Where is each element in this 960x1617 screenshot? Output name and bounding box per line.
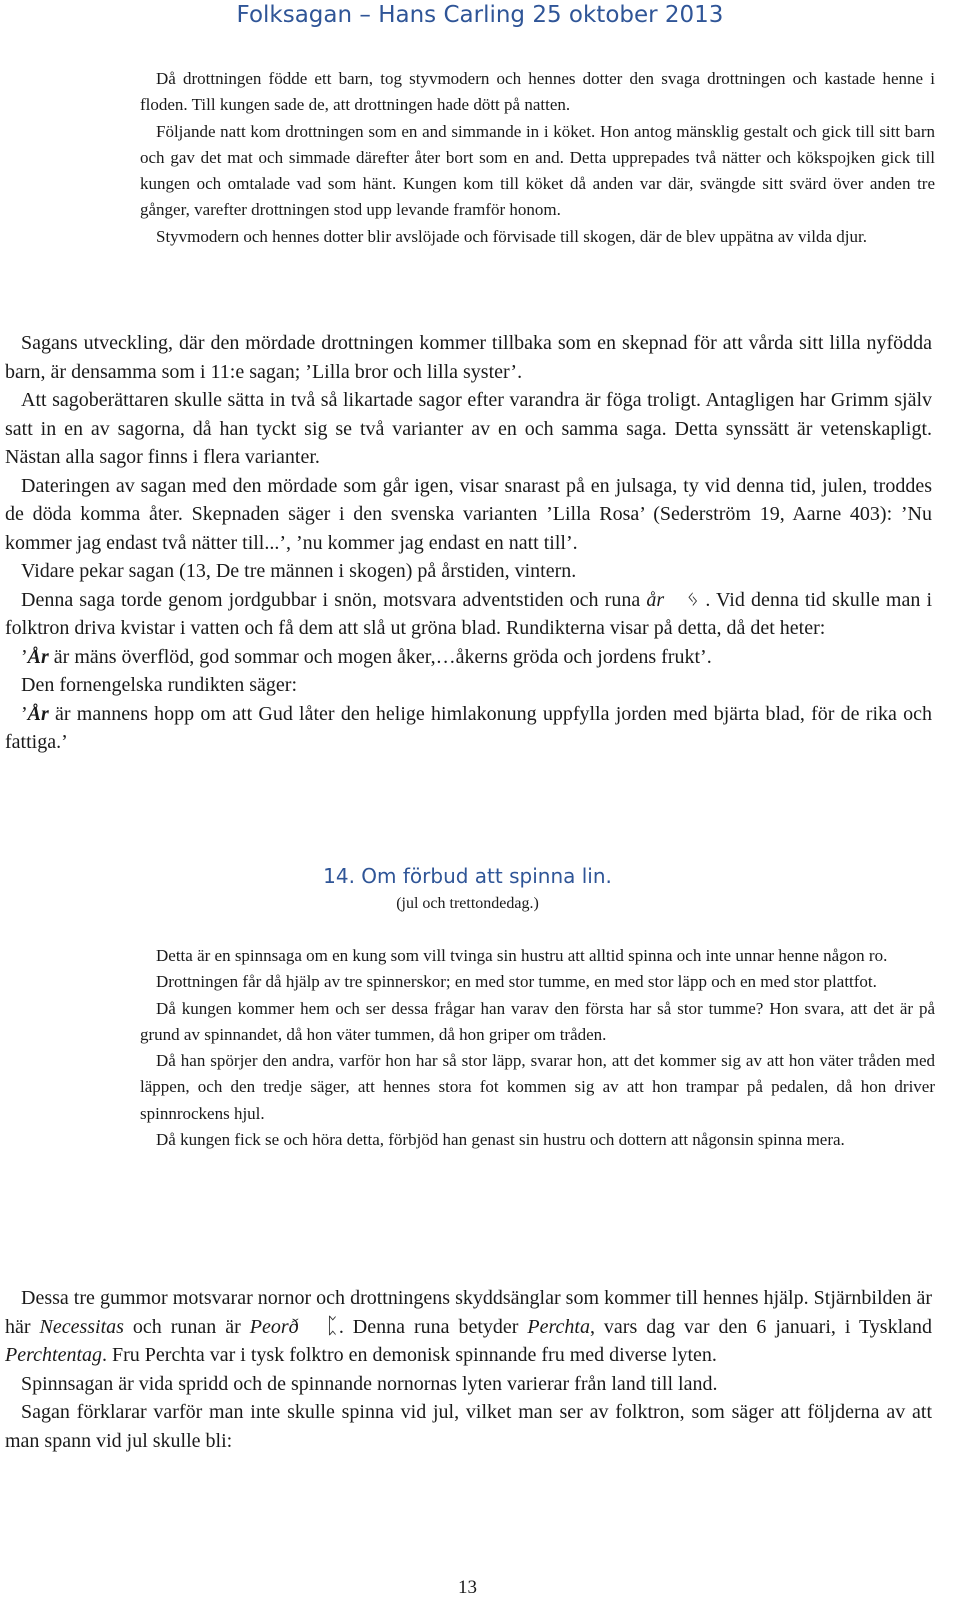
- constellation-name: Necessitas: [39, 1315, 124, 1338]
- commentary-paragraph: Att sagoberättaren skulle sätta in två så likartade sagor efter varandra är föga troligt. Antagligen har Grimm själv satt in en av sagorna, då han tyckt sig se två varianter av en och samma saga. Detta synssätt är vetenskapligt. Nästan alla sagor finns i flera varianter.: [5, 389, 932, 468]
- commentary-text: och runan är: [132, 1315, 241, 1338]
- rune-name: År: [27, 645, 49, 668]
- rune-name: År: [27, 702, 49, 725]
- commentary-block: [5, 329, 932, 757]
- rune-poem-quote: [5, 700, 932, 757]
- figure-name: Perchta: [527, 1315, 590, 1338]
- summary-paragraph: Följande natt kom drottningen som en and simmande in i köket. Hon antog mänsklig gestalt och gick till sitt barn och gav det mat och simmade därefter åter bort som en and. Detta upprepades två nätter och kökspojken gick till kungen och omtalade vad som hänt. Kungen kom till köket då anden var där, svängde sitt svärd över anden tre gånger, varefter drottningen stod upp levande framför honom.: [140, 121, 935, 220]
- commentary-paragraph: Sagan förklarar varför man inte skulle spinna vid jul, vilket man ser av folktron, som säger att följderna av att man spann vid jul skulle bli:: [5, 1401, 932, 1452]
- summary-paragraph: Styvmodern och hennes dotter blir avslöjade och förvisade till skogen, där de blev uppätna av vilda djur.: [156, 226, 867, 246]
- holiday-name: Perchtentag: [5, 1344, 103, 1366]
- commentary-paragraph: Dateringen av sagan med den mördade som går igen, visar snarast på en julsaga, ty vid denna tid, julen, troddes de döda komma åter. Skepnaden säger i den svenska varianten ’Lilla Rosa’ (Sederström 19, Aarne 403): ’Nu kommer jag endast två nätter till...’, ’nu kommer jag endast en natt till’.: [5, 474, 932, 554]
- rune-poem-text: är mäns överflöd, god sommar och mogen åker,…åkerns gröda och jordens frukt’.: [48, 645, 712, 668]
- section-heading: 14. Om förbud att spinna lin.: [323, 864, 612, 888]
- commentary-text: Dessa tre gummor motsvarar nornor och drottningens skyddsänglar som kommer till hennes hjälp. Stjärnbilden är här: [5, 1287, 932, 1338]
- summary-paragraph: Då kungen kommer hem och ser dessa frågar han varav den första har så stor tumme? Hon svara, att det är på grund av spinnandet, då hon väter tummen, då hon griper om tråden.: [140, 998, 935, 1044]
- page-header: Folksagan – Hans Carling 25 oktober 2013: [236, 2, 724, 28]
- rune-poem-quote: [5, 643, 932, 672]
- rune-poem-text: är mannens hopp om att Gud låter den helige himlakonung uppfylla jorden med bjärta blad, för de rika och fattiga.’: [5, 702, 932, 753]
- commentary-paragraph: [5, 586, 932, 643]
- commentary-paragraph: [5, 1284, 932, 1370]
- perthro-rune-icon: ᛈ: [325, 1313, 339, 1339]
- commentary-paragraph: Sagans utveckling, där den mördade drottningen kommer tillbaka som en skepnad för att vårda sitt lilla nyfödda barn, är densamma som i 11:e sagan; ’Lilla bror och lilla syster’.: [5, 332, 932, 383]
- rune-name: år: [646, 588, 665, 611]
- commentary-paragraph: Den fornengelska rundikten säger:: [21, 674, 298, 696]
- commentary-text: Denna saga torde genom jordgubbar i snön, motsvara adventstiden och runa: [21, 588, 641, 611]
- commentary-text: . Denna runa betyder: [338, 1315, 519, 1338]
- quote-mark: ’: [21, 702, 28, 725]
- story-summary-block: [140, 66, 935, 250]
- commentary-text: . Fru Perchta var i tysk folktro en demonisk spinnande fru med diverse lyten.: [102, 1344, 717, 1366]
- summary-paragraph: Då drottningen födde ett barn, tog styvmodern och hennes dotter den svaga drottningen och kastade henne i floden. Till kungen sade de, att drottningen hade dött på natten.: [140, 69, 935, 115]
- summary-paragraph: Då kungen fick se och höra detta, förbjöd han genast sin hustru och dottern att någonsin spinna mera.: [156, 1130, 845, 1150]
- story-summary-block: [140, 943, 935, 1153]
- rune-name: Peorð: [249, 1315, 299, 1338]
- page-number: 13: [458, 1577, 477, 1598]
- quote-mark: ’: [21, 645, 28, 668]
- section-subheading: (jul och trettondedag.): [396, 895, 539, 912]
- summary-paragraph: Då han spörjer den andra, varför hon har så stor läpp, svarar hon, att det kommer sig av att hon väter tråden med läppen, och den tredje säger, att hennes stora fot kommen sig av att hon trampar på pedalen, då hon driver spinnrockens hjul.: [140, 1051, 935, 1123]
- commentary-text: . Vid denna tid skulle man i folktron driva kvistar i vatten och få dem att slå ut gröna blad. Rundikterna visar på detta, då det heter:: [5, 588, 932, 639]
- jera-rune-icon: ᛃ: [686, 586, 700, 612]
- commentary-block: [5, 1284, 932, 1455]
- summary-paragraph: Drottningen får då hjälp av tre spinnerskor; en med stor tumme, en med stor läpp och en med stor plattfot.: [156, 972, 877, 992]
- commentary-paragraph: Vidare pekar sagan (13, De tre männen i skogen) på årstiden, vintern.: [21, 560, 577, 582]
- commentary-text: , vars dag var den 6 januari, i Tyskland: [589, 1315, 933, 1338]
- commentary-paragraph: Spinnsagan är vida spridd och de spinnande nornornas lyten varierar från land till land.: [21, 1372, 718, 1395]
- summary-paragraph: Detta är en spinnsaga om en kung som vill tvinga sin hustru att alltid spinna och inte unnar henne någon ro.: [156, 946, 888, 965]
